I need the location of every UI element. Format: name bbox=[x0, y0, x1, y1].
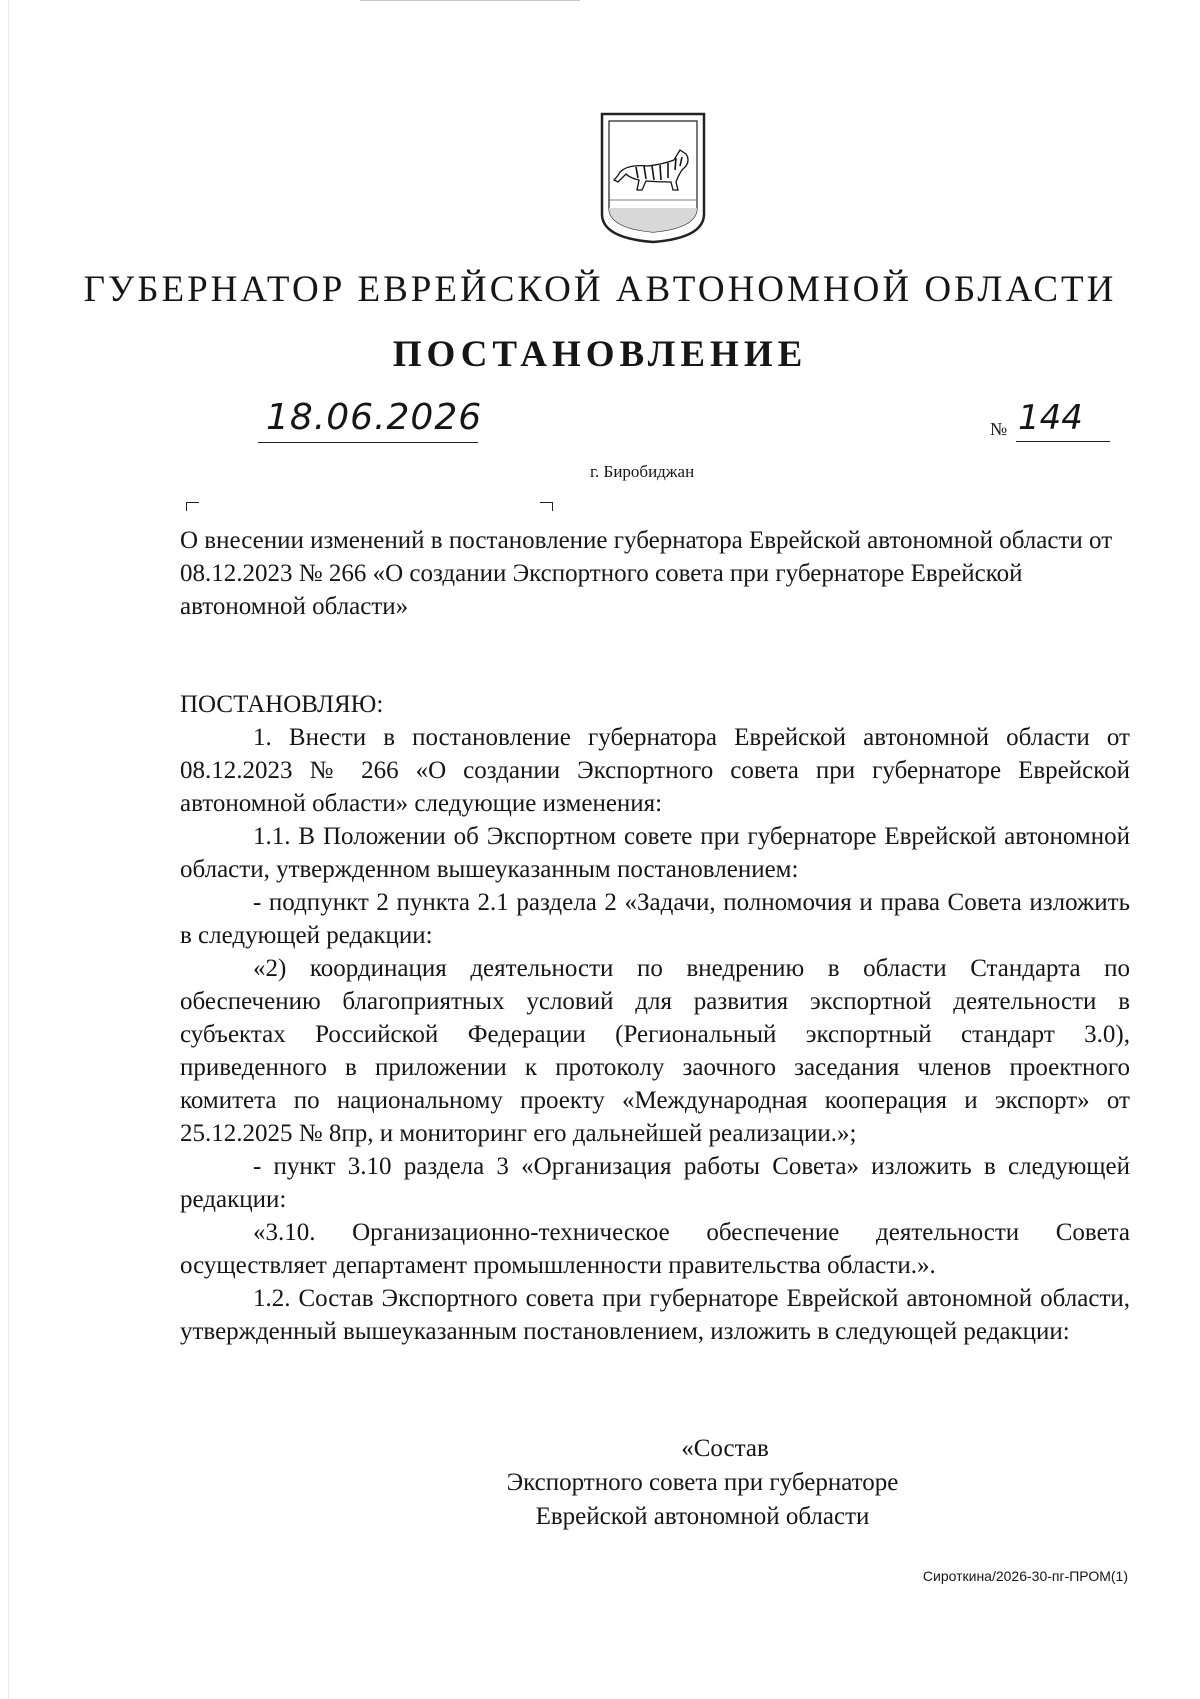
number-underline bbox=[1016, 441, 1110, 443]
paragraph: - подпункт 2 пункта 2.1 раздела 2 «Задачи, полномочия и права Совета изложить в следующей редакции: bbox=[180, 889, 1130, 949]
composition-line: «Состав bbox=[681, 1435, 769, 1462]
number-sign: № bbox=[990, 419, 1008, 439]
number-field bbox=[990, 398, 1110, 442]
handwritten-date: 18.06.2026 bbox=[266, 397, 483, 438]
paragraph: - пункт 3.10 раздела 3 «Организация работы Совета» изложить в следующей редакции: bbox=[180, 1153, 1130, 1213]
issuer-title: ГУБЕРНАТОР ЕВРЕЙСКОЙ АВТОНОМНОЙ ОБЛАСТИ bbox=[83, 269, 1117, 310]
city: г. Биробиджан bbox=[590, 462, 695, 481]
paragraph: 1.1. В Положении об Экспортном совете при губернаторе Еврейской автономной области, утвержденном вышеуказанным постановлением: bbox=[180, 823, 1130, 883]
paragraph: «3.10. Организационно-техническое обеспечение деятельности Совета осуществляет департамент промышленности правительства области.». bbox=[180, 1219, 1130, 1279]
subject-corner-right bbox=[540, 502, 553, 511]
decree-word: ПОСТАНОВЛЯЮ: bbox=[180, 691, 384, 718]
scan-artifact-line bbox=[360, 0, 580, 1]
document-type: ПОСТАНОВЛЕНИЕ bbox=[392, 334, 808, 375]
composition-line: Еврейской автономной области bbox=[535, 1503, 870, 1530]
composition-heading bbox=[0, 1432, 1200, 1534]
date-field bbox=[258, 396, 483, 443]
paragraph: 1. Внести в постановление губернатора Еврейской автономной области от 08.12.2023 № 266 «О создании Экспортного совета при губернаторе Еврейской автономной области» следующие изменения: bbox=[180, 724, 1130, 817]
tiger-coat-of-arms-icon bbox=[596, 110, 710, 245]
handwritten-number: 144 bbox=[1018, 398, 1083, 438]
composition-line: Экспортного совета при губернаторе bbox=[506, 1469, 899, 1496]
subject-corner-left bbox=[186, 502, 199, 511]
paragraph: 1.2. Состав Экспортного совета при губернаторе Еврейской автономной области, утвержденный вышеуказанным постановлением, изложить в следующей редакции: bbox=[180, 1285, 1130, 1345]
document-subject: О внесении изменений в постановление губернатора Еврейской автономной области от 08.12.2023 № 266 «О создании Экспортного совета при губернаторе Еврейской автономной области» bbox=[180, 527, 1113, 620]
paragraph: «2) координация деятельности по внедрению в области Стандарта по обеспечению благоприятных условий для развития экспортной деятельности в субъектах Российской Федерации (Региональный экспортный стандарт 3.0), приведенного в приложении к протоколу заочного заседания членов проектного комитета по национальному проекту «Международная кооперация и экспорт» от 25.12.2025 № 8пр, и мониторинг его дальнейшей реализации.»; bbox=[180, 955, 1130, 1147]
document-body bbox=[180, 721, 1130, 1348]
footer-reference-code: Сироткина/2026-30-пг-ПРОМ(1) bbox=[922, 1568, 1128, 1584]
